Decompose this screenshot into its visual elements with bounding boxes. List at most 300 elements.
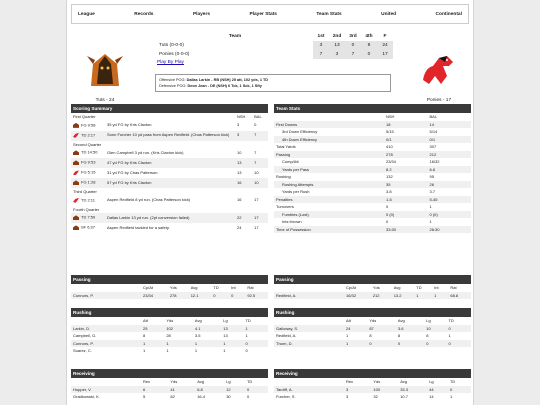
bal-score: 7 (252, 131, 268, 141)
rushing-left-table (71, 317, 268, 355)
stat-value: 3.6 (396, 325, 424, 333)
stat-value: 14 (429, 394, 434, 400)
stat-col-header: TD (416, 285, 422, 291)
home-q2: 3 (329, 50, 345, 59)
spacer (235, 188, 252, 196)
receiving-right-table (274, 378, 471, 401)
player-name[interactable]: Campbell, G. (73, 333, 97, 339)
stat-value: 0 (243, 340, 268, 348)
stat-value: 1 (141, 340, 164, 348)
stat-value: 5 (143, 394, 146, 400)
stat-label: Yards per Rush (282, 189, 310, 195)
stat-col-header: Lg (226, 379, 231, 385)
stat-col-header: Yds (169, 285, 177, 291)
nav-team-stats[interactable]: Team Stats (316, 11, 342, 17)
bal-value: 6.6 (428, 166, 472, 174)
play-description: Sonn Furcher 10 yd pass from Aspen Redfield. (Chas Patterson kick) (105, 131, 235, 141)
ponies-team-icon (73, 170, 79, 175)
stat-col-header: Yds (372, 285, 380, 291)
q2-header: 2nd (332, 34, 342, 39)
nav-records[interactable]: Records (134, 11, 154, 17)
spacer (252, 188, 268, 196)
stat-label: First Downs (274, 121, 384, 129)
bal-value: 14 (428, 121, 472, 129)
tuts-team-icon (73, 123, 79, 128)
scoring-play-row (71, 178, 268, 188)
stat-col-header: TD (245, 318, 251, 324)
spacer (252, 141, 268, 149)
team-stat-row (274, 151, 471, 159)
quarter-label: Fourth Quarter (73, 206, 100, 212)
bal-value: 1 (429, 219, 432, 225)
off-pog-value[interactable]: Dallas Larkin - RB (NSH) 25 att, 102 yds, 1 TD (186, 78, 269, 82)
bal-col-header: BAL (429, 114, 438, 120)
stat-value: 68.8 (448, 292, 471, 300)
passing-left-title: Passing (71, 275, 268, 284)
stat-value: 3 (346, 394, 349, 400)
stat-label: Ints thrown (282, 219, 302, 225)
play-time-cell (71, 213, 105, 223)
quarter-label: First Quarter (73, 114, 96, 120)
team-stat-row (274, 188, 471, 196)
play-description: Aspen Redfield 8 yd run. (Chas Patterson kick) (107, 197, 191, 203)
player-name[interactable]: Gradkowski, K. (73, 394, 100, 400)
stat-value: 8 (143, 333, 146, 339)
stat-value: 1 (344, 340, 367, 348)
stat-value: 82 (170, 394, 175, 400)
scoring-play-row (71, 196, 268, 206)
stat-value: 100 (371, 386, 398, 394)
player-name[interactable]: Redfield, A. (276, 333, 297, 339)
stat-value: 30 (226, 394, 231, 400)
passing-right-title: Passing (274, 275, 471, 284)
team-stat-row (274, 203, 471, 211)
stat-value: 6.8 (195, 386, 224, 394)
player-row (274, 332, 471, 340)
tuts-team-icon (73, 225, 79, 230)
home-team-name: Ponies (0-0-0) (159, 52, 190, 57)
nsh-value: 18 (384, 121, 428, 129)
stat-col-header: TD (213, 285, 219, 291)
stat-col-header: Avg (194, 318, 202, 324)
linescore-table (157, 32, 393, 59)
team-stat-row (274, 218, 471, 226)
stat-col-header (274, 378, 344, 386)
quarter-header-row (71, 141, 268, 149)
player-name[interactable]: Redfield, A. (274, 292, 344, 300)
play-time-cell (71, 131, 105, 141)
stat-col-header: Lg (429, 379, 434, 385)
quarter-label: Third Quarter (73, 189, 97, 195)
stat-value: 13.2 (392, 292, 415, 300)
play-description: Aspen Redfield tackled for a safety. (107, 224, 170, 230)
bal-value: 26:30 (428, 226, 472, 234)
away-q2: 13 (329, 41, 345, 50)
q3-header: 3rd (349, 34, 357, 39)
box-score-page (66, 0, 474, 405)
stat-col-header: Rat (450, 285, 457, 291)
stat-col-header: Yds (166, 318, 174, 324)
play-description: 57 yd FG by Kris Claxton (105, 178, 235, 188)
team-stat-row (274, 173, 471, 181)
bal-value: 0 (0) (428, 211, 472, 219)
stat-value: 1 (449, 394, 453, 400)
player-name[interactable]: Thorn, D. (274, 340, 344, 348)
scoring-play-row (71, 213, 268, 223)
stat-col-header: TD (449, 379, 456, 385)
stat-value: 1 (414, 292, 432, 300)
play-time: SF 6:37 (81, 224, 96, 230)
stat-value: 0 (396, 340, 424, 348)
stat-col-header (274, 317, 344, 325)
players-of-game (155, 74, 391, 92)
play-time-cell (71, 223, 105, 233)
home-q1: 7 (313, 50, 329, 59)
quarter-header-row (71, 113, 268, 121)
stat-header-row (274, 317, 471, 325)
home-q4: 0 (361, 50, 377, 59)
rushing-right-table (274, 317, 471, 347)
rushing-left (71, 308, 268, 355)
play-time: TD 2:11 (81, 197, 95, 203)
nsh-value: 132 (386, 174, 393, 180)
ponies-logo (417, 50, 457, 90)
player-name[interactable]: Connors, P. (71, 292, 141, 300)
stat-label: Time of Possession (274, 226, 384, 234)
nav-united[interactable]: United (381, 11, 397, 17)
player-name[interactable]: Larkin, D. (71, 325, 141, 333)
nsh-value: 5/15 (386, 129, 394, 135)
off-pog-label: Offensive POG: (159, 78, 186, 82)
scoring-play-row (71, 148, 268, 158)
bal-score: 0 (254, 122, 257, 128)
nsh-value: 8.2 (384, 166, 428, 174)
play-time-cell (71, 121, 105, 131)
quarter-header-row (71, 206, 268, 214)
stat-col-header: TD (448, 318, 454, 324)
stat-label: Total Yards (276, 144, 296, 150)
stat-label: Passing (274, 151, 384, 159)
play-by-play-link[interactable]: Play By Play (157, 60, 184, 65)
stat-col-header: Avg (397, 318, 405, 324)
rushing-right-title: Rushing (274, 308, 471, 317)
away-team-name: Tuts (0-0-0) (159, 43, 184, 48)
team-stats (274, 104, 471, 233)
nsh-value: 0 (386, 219, 389, 225)
play-description: 47 yd FG by Kris Claxton (105, 158, 235, 168)
away-q4: 8 (361, 41, 377, 50)
stat-value: 10.7 (400, 394, 408, 400)
play-time-cell (71, 178, 105, 188)
stat-value: 0 (211, 292, 229, 300)
player-row (274, 340, 471, 348)
stat-col-header: Rec (143, 379, 151, 385)
stat-value: 16.4 (197, 394, 205, 400)
player-row (274, 325, 471, 333)
bal-score: 7 (252, 158, 268, 168)
nsh-value: 23/34 (386, 159, 397, 165)
tuts-team-icon (73, 215, 79, 220)
score-box (71, 28, 469, 106)
stat-col-header: Yds (170, 379, 178, 385)
play-time: FG 9:58 (81, 122, 96, 128)
team-stats-title: Team Stats (274, 104, 471, 113)
receiving-left-table (71, 378, 268, 401)
scoring-play-row (71, 223, 268, 233)
stat-col-header: Rec (346, 379, 354, 385)
stat-value: 41 (168, 386, 195, 394)
stat-value: 0 (446, 325, 471, 333)
play-time: TD 14:50 (81, 149, 98, 155)
nsh-value: 0 (0) (384, 211, 428, 219)
bal-score: 10 (252, 178, 268, 188)
play-time-cell (71, 148, 105, 158)
player-row (71, 332, 268, 340)
stat-value: 1 (245, 333, 248, 339)
stat-value: 23/34 (141, 292, 168, 300)
stat-value: 28 (166, 333, 171, 339)
stat-value: 0 (424, 340, 446, 348)
stat-col-header: Int (231, 285, 236, 291)
stat-value: 92.5 (245, 292, 268, 300)
stat-value: 8 (397, 333, 401, 339)
player-row (71, 347, 268, 355)
bal-value: 212 (428, 151, 472, 159)
stat-header-row (274, 378, 471, 386)
receiving-left (71, 369, 268, 401)
bal-score: 17 (252, 213, 268, 223)
def-pog-label: Defensive POG: (159, 84, 187, 88)
scoring-play-row (71, 121, 268, 131)
away-team-label: Tuts - 24 (95, 98, 115, 103)
stat-value: 13 (223, 333, 228, 339)
stat-value: 212 (371, 292, 392, 300)
tuts-team-icon (73, 160, 79, 165)
stat-value: 1 (194, 348, 198, 354)
quarter-label: Second Quarter (73, 141, 102, 147)
stat-value: 12.1 (189, 292, 212, 300)
stat-col-header: TD (246, 379, 253, 385)
stat-value: 16/32 (344, 292, 371, 300)
player-row (71, 325, 268, 333)
stat-value: 0 (448, 386, 471, 394)
stat-value: 1 (164, 340, 193, 348)
receiving-right (274, 369, 471, 401)
bal-value: 307 (429, 144, 437, 150)
nsh-value: 1-5 (384, 196, 428, 204)
scoring-table (71, 113, 268, 233)
stat-value: 1 (448, 333, 451, 339)
stat-label: Rushing Attempts (274, 181, 384, 189)
stat-col-header: Yds (373, 379, 381, 385)
player-name[interactable]: Furcher, S. (276, 394, 296, 400)
stat-value: 278 (168, 292, 189, 300)
team-stats-table (274, 113, 471, 233)
stat-value: 6 (141, 386, 168, 394)
player-name[interactable]: Tardiff, A. (274, 386, 344, 394)
bal-value: 0/1 (428, 136, 472, 144)
stat-col-header (71, 284, 141, 292)
stat-col-header: Att (143, 318, 148, 324)
stat-label: Yards per Pass (274, 166, 384, 174)
stat-value: 13 (221, 325, 243, 333)
away-final: 24 (377, 41, 393, 50)
nav-player-stats[interactable]: Player Stats (249, 11, 277, 17)
passing-right-table (274, 284, 471, 299)
stat-value: 1 (193, 340, 221, 348)
away-q3: 0 (345, 41, 361, 50)
nav-league[interactable]: League (78, 11, 95, 17)
player-row (274, 386, 471, 394)
bal-value: 95 (429, 174, 434, 180)
stat-header-row (71, 284, 268, 292)
tuts-team-icon (73, 150, 79, 155)
stat-value: 0 (245, 348, 248, 354)
stat-value: 3 (344, 386, 371, 394)
spacer (252, 206, 268, 214)
player-name[interactable]: Connors, P. (71, 340, 141, 348)
ponies-team-icon (73, 133, 79, 138)
passing-left (71, 275, 268, 299)
player-name[interactable]: Hopper, V. (71, 386, 141, 394)
bal-score: 10 (254, 169, 259, 175)
stat-label: Fumbles (Lost) (274, 211, 384, 219)
home-team-label: Ponies - 17 (426, 98, 452, 103)
stat-label: 4th Down Efficiency (274, 136, 384, 144)
nsh-score: 24 (237, 224, 242, 230)
top-nav (71, 4, 469, 24)
stat-value: 32 (373, 394, 378, 400)
team-stat-row (274, 136, 471, 144)
stat-label: Comp/Att (282, 159, 299, 165)
stat-value: 12 (224, 386, 245, 394)
stat-col-header (71, 378, 141, 386)
stat-value: 0 (246, 394, 250, 400)
nsh-value: 3.8 (386, 189, 392, 195)
nsh-value: 278 (384, 151, 428, 159)
passing-right (274, 275, 471, 299)
play-time-cell (71, 196, 105, 206)
nsh-value: 410 (386, 144, 393, 150)
receiving-left-title: Receiving (71, 369, 268, 378)
stat-value: 1 (432, 292, 448, 300)
player-name[interactable]: Suarez, C. (73, 348, 92, 354)
stat-value: 1 (346, 333, 349, 339)
bal-value: 1 (429, 204, 432, 210)
stat-col-header: Att (346, 318, 351, 324)
nsh-score: 22 (235, 213, 252, 223)
stat-col-header: Avg (190, 285, 198, 291)
bal-value: 16/32 (429, 159, 440, 165)
nsh-value: 0/1 (384, 136, 428, 144)
passing-left-table (71, 284, 268, 299)
bal-col-header: BAL (254, 114, 262, 120)
stat-value: 24 (344, 325, 367, 333)
home-q3: 7 (345, 50, 361, 59)
final-header: F (383, 34, 387, 39)
nsh-score: 10 (237, 149, 242, 155)
bal-value: 5-45 (428, 196, 472, 204)
stat-label: Penalties (274, 196, 384, 204)
player-row (274, 393, 471, 401)
stat-value: 25 (141, 325, 164, 333)
player-row (71, 386, 268, 394)
team-stat-row (274, 181, 471, 189)
quarter-header-row (71, 188, 268, 196)
stat-col-header: Cp/At (143, 285, 154, 291)
bal-score: 17 (254, 224, 259, 230)
away-q1: 3 (313, 41, 329, 50)
nsh-value: 35 (384, 181, 428, 189)
stat-col-header: Int (434, 285, 439, 291)
play-description: Dallas Larkin 13 yd run. (2pt conversion failed) (105, 213, 235, 223)
stat-col-header: Lg (426, 318, 431, 324)
player-row (71, 393, 268, 401)
scoring-summary (71, 104, 268, 233)
stat-header-row (71, 378, 268, 386)
nsh-col-header: NSH (386, 114, 395, 120)
bal-score: 17 (254, 197, 259, 203)
def-pog-value[interactable]: Deon Jean - DE (NSH) 6 Tck, 1 Sck, 1 Sfty (187, 84, 262, 88)
nsh-value: 0 (386, 204, 389, 210)
play-time-cell (71, 168, 105, 178)
stat-value: 0 (367, 340, 396, 348)
team-stat-row (274, 226, 471, 234)
nsh-score: 3 (237, 122, 240, 128)
stat-col-header: Avg (400, 379, 408, 385)
stat-col-header: Cp/At (346, 285, 357, 291)
nsh-score: 16 (235, 178, 252, 188)
stat-value: 33.3 (398, 386, 427, 394)
play-time: FG 5:15 (81, 169, 96, 175)
spacer (235, 141, 252, 149)
rushing-left-title: Rushing (71, 308, 268, 317)
play-time: TD 7:50 (81, 214, 96, 220)
scoring-play-row (71, 168, 268, 178)
bal-score: 7 (254, 149, 257, 155)
stat-col-header: Yds (369, 318, 377, 324)
nav-players[interactable]: Players (192, 11, 211, 17)
nsh-score: 16 (237, 197, 242, 203)
receiving-right-title: Receiving (274, 369, 471, 378)
nsh-score: 13 (235, 158, 252, 168)
stat-value: 8 (426, 333, 429, 339)
stat-value: 1 (221, 340, 243, 348)
play-description: Glen Campbell 3 yd run. (Kris Claxton kick) (107, 149, 184, 155)
q1-header: 1st (317, 34, 325, 39)
stat-value: 8 (369, 333, 372, 339)
nsh-score: 3 (235, 131, 252, 141)
stat-value: 102 (164, 325, 193, 333)
tuts-logo (85, 50, 125, 90)
nav-continental[interactable]: Continental (435, 11, 462, 17)
ponies-team-icon (73, 198, 79, 203)
stat-value: 1 (143, 348, 146, 354)
team-stat-row (274, 121, 471, 129)
team-stat-row (274, 143, 471, 151)
bal-value: 26 (428, 181, 472, 189)
play-time-cell (71, 158, 105, 168)
scoring-play-row (71, 158, 268, 168)
player-row (71, 292, 268, 300)
player-name[interactable]: Galloway, S. (274, 325, 344, 333)
stat-value: 44 (427, 386, 448, 394)
stat-label: 3rd Down Efficiency (282, 129, 318, 135)
stat-value: 1 (243, 325, 268, 333)
spacer (274, 113, 384, 121)
stat-value: 4.1 (193, 325, 221, 333)
stat-value: 3.5 (194, 333, 201, 339)
